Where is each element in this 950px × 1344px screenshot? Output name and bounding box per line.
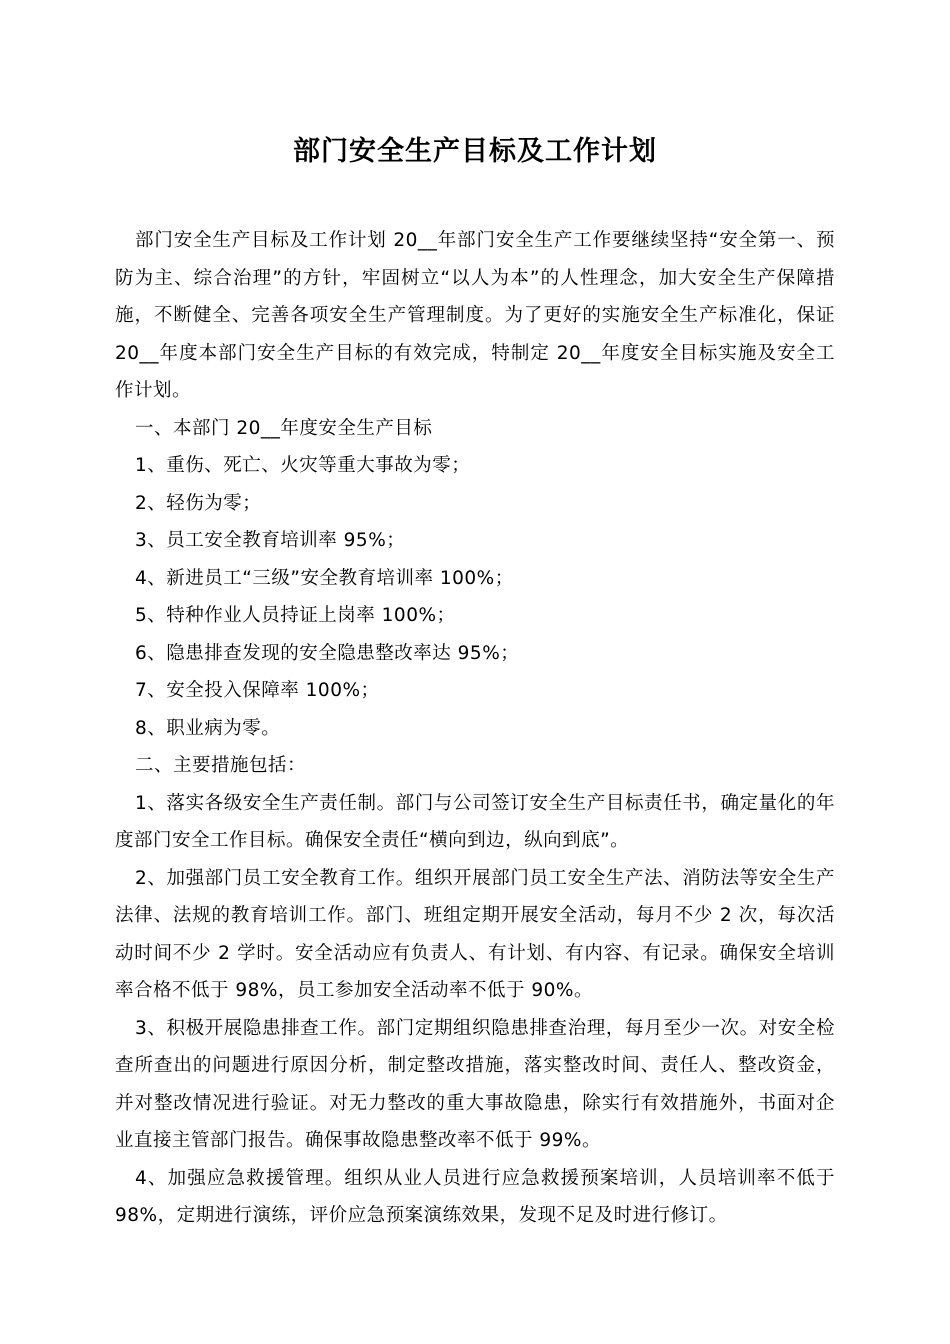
- goal-item: 5、特种作业人员持证上岗率 100%；: [135, 605, 456, 626]
- goal-item: 1、重伤、死亡、火灾等重大事故为零；: [135, 455, 471, 476]
- goal-item: 2、轻伤为零；: [135, 492, 262, 514]
- measure-paragraph: 2、加强部门员工安全教育工作。组织开展部门员工安全生产法、消防法等安全生产法律、法规的教育培训工作。部门、班组定期开展安全活动，每月不少 2 次，每次活动时间不少 2 学时。安全活动应有负责人、有计划、有内容、有记录。确保安全培训率合格不低于 98%，员工参加安全活动率不低于 90%。: [115, 867, 835, 1001]
- intro-paragraph: 部门安全生产目标及工作计划 20__年部门安全生产工作要继续坚持“安全第一、预防为主、综合治理”的方针，牢固树立“以人为本”的人性理念，加大安全生产保障措施，不断健全、完善各项安全生产管理制度。为了更好的实施安全生产标准化，保证 20__年度本部门安全生产目标的有效完成，特制定 20__年度安全目标实施及安全工作计划。: [115, 230, 835, 401]
- measure-paragraph: 1、落实各级安全生产责任制。部门与公司签订安全生产目标责任书，确定量化的年度部门安全工作目标。确保安全责任“横向到边，纵向到底”。: [115, 792, 835, 851]
- section1-heading: 一、本部门 20__年度安全生产目标: [135, 417, 433, 439]
- measure-paragraph: 3、积极开展隐患排查工作。部门定期组织隐患排查治理，每月至少一次。对安全检查所查出的问题进行原因分析，制定整改措施，落实整改时间、责任人、整改资金，并对整改情况进行验证。对无力整改的重大事故隐患，除实行有效措施外，书面对企业直接主管部门报告。确保事故隐患整改率不低于 99%。: [115, 1017, 835, 1151]
- section2-heading: 二、主要措施包括：: [135, 755, 307, 776]
- goal-item: 7、安全投入保障率 100%；: [135, 680, 380, 701]
- goal-item: 3、员工安全教育培训率 95%；: [135, 530, 406, 551]
- measure-paragraph: 4、加强应急救援管理。组织从业人员进行应急救援预案培训，人员培训率不低于 98%，定期进行演练，评价应急预案演练效果，发现不足及时进行修订。: [115, 1167, 835, 1226]
- goal-item: 6、隐患排查发现的安全隐患整改率达 95%；: [135, 642, 520, 664]
- goal-item: 8、职业病为零。: [135, 717, 281, 739]
- document-body: [115, 222, 835, 1235]
- document-title: 部门安全生产目标及工作计划: [293, 136, 657, 167]
- goal-item: 4、新进员工“三级”安全教育培训率 100%；: [135, 567, 514, 589]
